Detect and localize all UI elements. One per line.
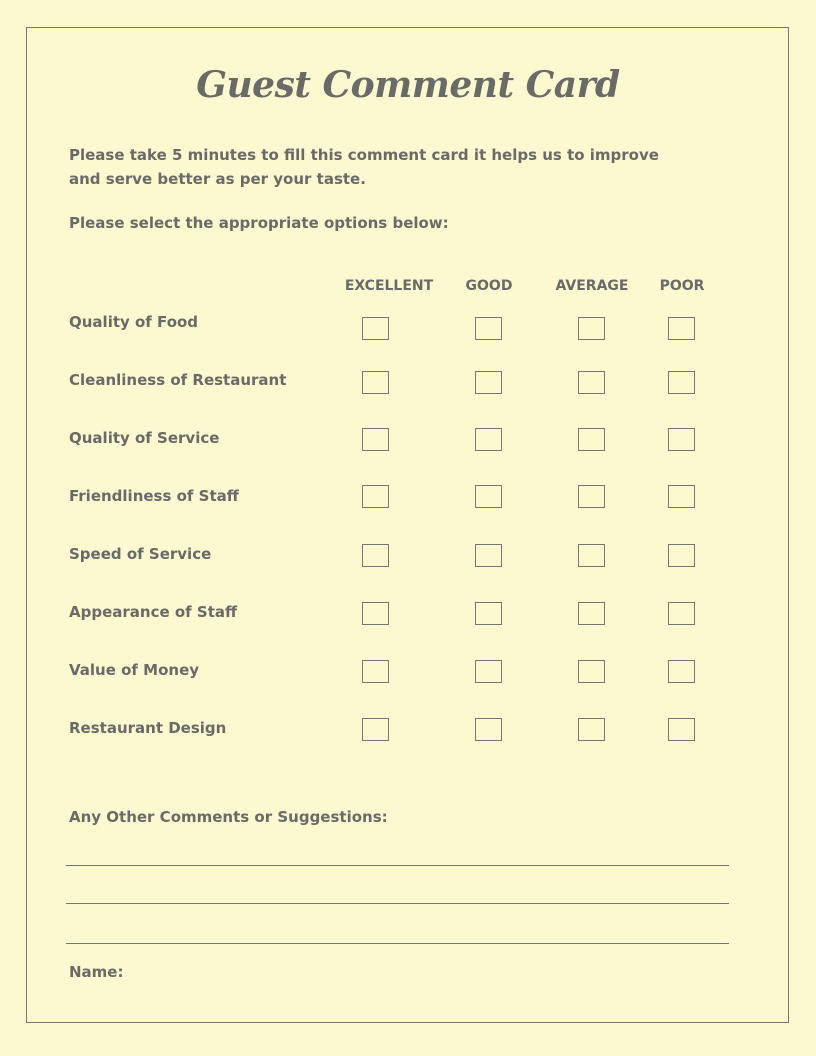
checkbox-friendliness-good[interactable] <box>475 485 502 508</box>
checkbox-value-average[interactable] <box>578 660 605 683</box>
checkbox-value-excellent[interactable] <box>362 660 389 683</box>
intro-line-1: Please take 5 minutes to fill this comment card it helps us to improve <box>69 146 659 164</box>
column-header-average: AVERAGE <box>555 278 629 294</box>
checkbox-value-good[interactable] <box>475 660 502 683</box>
checkbox-appearance-poor[interactable] <box>668 602 695 625</box>
column-header-poor: POOR <box>659 278 705 294</box>
comment-line-1[interactable] <box>66 865 729 866</box>
row-label-quality-of-food: Quality of Food <box>69 313 199 331</box>
checkbox-cleanliness-average[interactable] <box>578 371 605 394</box>
checkbox-quality-of-service-excellent[interactable] <box>362 428 389 451</box>
column-header-excellent: EXCELLENT <box>344 278 434 294</box>
row-label-speed-of-service: Speed of Service <box>69 545 212 563</box>
checkbox-appearance-good[interactable] <box>475 602 502 625</box>
checkbox-design-good[interactable] <box>475 718 502 741</box>
checkbox-quality-of-service-good[interactable] <box>475 428 502 451</box>
checkbox-cleanliness-good[interactable] <box>475 371 502 394</box>
checkbox-friendliness-poor[interactable] <box>668 485 695 508</box>
select-instructions: Please select the appropriate options below: <box>69 214 449 232</box>
checkbox-design-poor[interactable] <box>668 718 695 741</box>
checkbox-quality-of-food-good[interactable] <box>475 317 502 340</box>
checkbox-appearance-average[interactable] <box>578 602 605 625</box>
checkbox-quality-of-food-poor[interactable] <box>668 317 695 340</box>
comments-label: Any Other Comments or Suggestions: <box>69 808 388 826</box>
card-title: Guest Comment Card <box>196 64 620 106</box>
checkbox-speed-excellent[interactable] <box>362 544 389 567</box>
row-label-friendliness-of-staff: Friendliness of Staff <box>69 487 239 505</box>
checkbox-quality-of-service-poor[interactable] <box>668 428 695 451</box>
comment-line-3[interactable] <box>66 943 729 944</box>
row-label-appearance-of-staff: Appearance of Staff <box>69 603 238 621</box>
row-label-quality-of-service: Quality of Service <box>69 429 220 447</box>
checkbox-value-poor[interactable] <box>668 660 695 683</box>
intro-text <box>69 143 669 191</box>
checkbox-friendliness-excellent[interactable] <box>362 485 389 508</box>
name-label: Name: <box>69 963 124 981</box>
row-label-value-of-money: Value of Money <box>69 661 200 679</box>
checkbox-speed-good[interactable] <box>475 544 502 567</box>
checkbox-cleanliness-poor[interactable] <box>668 371 695 394</box>
checkbox-friendliness-average[interactable] <box>578 485 605 508</box>
checkbox-appearance-excellent[interactable] <box>362 602 389 625</box>
row-label-cleanliness-of-restaurant: Cleanliness of Restaurant <box>69 371 287 389</box>
comment-line-2[interactable] <box>66 903 729 904</box>
column-header-good: GOOD <box>465 278 513 294</box>
checkbox-quality-of-food-excellent[interactable] <box>362 317 389 340</box>
checkbox-cleanliness-excellent[interactable] <box>362 371 389 394</box>
intro-line-2: and serve better as per your taste. <box>69 170 366 188</box>
checkbox-quality-of-service-average[interactable] <box>578 428 605 451</box>
row-label-restaurant-design: Restaurant Design <box>69 719 227 737</box>
checkbox-design-average[interactable] <box>578 718 605 741</box>
checkbox-quality-of-food-average[interactable] <box>578 317 605 340</box>
checkbox-speed-average[interactable] <box>578 544 605 567</box>
checkbox-design-excellent[interactable] <box>362 718 389 741</box>
checkbox-speed-poor[interactable] <box>668 544 695 567</box>
